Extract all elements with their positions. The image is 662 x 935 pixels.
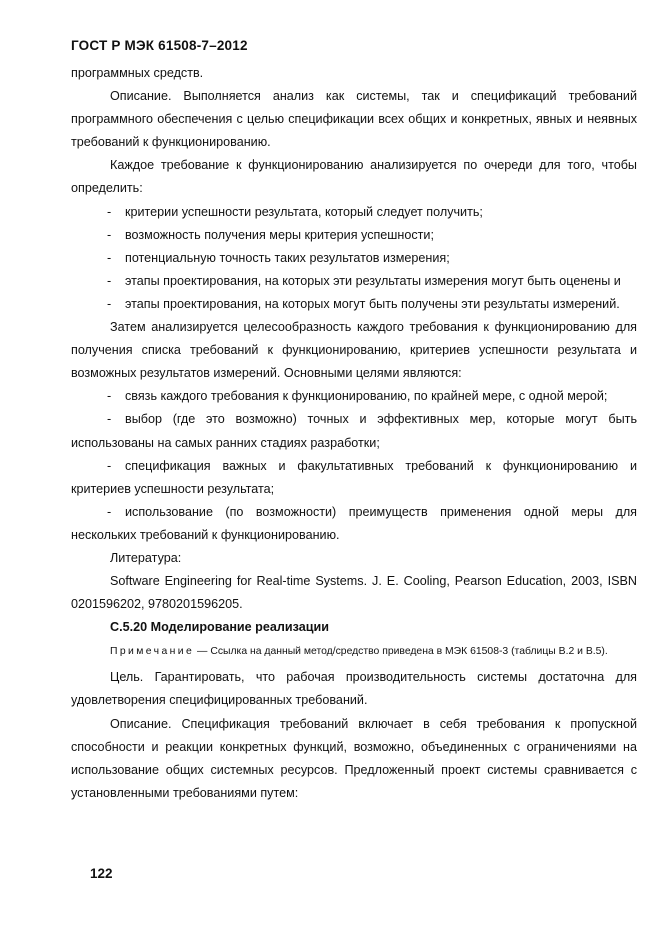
list-item: - потенциальную точность таких результатов измерения; — [71, 247, 637, 270]
description-paragraph: Описание. Выполняется анализ как системы, так и спецификаций требований программного обеспечения с целью спецификации всех общих и конкретных, явных и неявных требований к функционированию. — [71, 89, 637, 150]
analysis-paragraph: Каждое требование к функционированию анализируется по очереди для того, чтобы определить: — [71, 158, 637, 196]
dash-icon: - — [107, 227, 112, 242]
dash-icon: - — [107, 412, 112, 427]
list-item: - возможность получения меры критерия успешности; — [71, 224, 637, 247]
literature-reference: Software Engineering for Real-time Systems. J. E. Cooling, Pearson Education, 2003, ISBN 0201596202, 9780201596205. — [71, 574, 637, 612]
list-item: - этапы проектирования, на которых могут быть получены эти результаты измерений. — [71, 293, 637, 316]
list-item: - спецификация важных и факультативных требований к функционированию и критериев успешности результата; — [71, 455, 637, 501]
list-item: - выбор (где это возможно) точных и эффективных мер, которые могут быть использованы на самых ранних стадиях разработки; — [71, 408, 637, 454]
continuation-text: программных средств. — [71, 66, 204, 80]
document-body — [71, 62, 637, 805]
dash-icon: - — [107, 458, 112, 473]
objectives-paragraph: Затем анализируется целесообразность каждого требования к функционированию для получения списка требований к функционированию, критериев успешности результата и возможных результатов измерений. Основными целями являются: — [71, 320, 637, 381]
list-item: - этапы проектирования, на которых эти результаты измерения могут быть оценены и — [71, 270, 637, 293]
list-item: - связь каждого требования к функционированию, по крайней мере, с одной мерой; — [71, 385, 637, 408]
dash-icon: - — [107, 389, 112, 404]
page-number: 122 — [90, 866, 113, 881]
literature-label: Литература: — [110, 550, 182, 565]
document-header: ГОСТ Р МЭК 61508-7–2012 — [71, 38, 248, 53]
list-item: - критерии успешности результата, который следует получить; — [71, 201, 637, 224]
dash-icon: - — [107, 296, 112, 311]
note — [71, 643, 637, 660]
note-text: — Ссылка на данный метод/средство приведена в МЭК 61508-3 (таблицы В.2 и В.5). — [194, 646, 608, 658]
aim-paragraph: Цель. Гарантировать, что рабочая производительность системы достаточна для удовлетворения специфицированных требований. — [71, 670, 637, 708]
dash-icon: - — [107, 204, 112, 219]
description-paragraph-2: Описание. Спецификация требований включает в себя требования к пропускной способности и реакции конкретных функций, возможно, объединенных с ограничениями на использование общих системных ресурсов. Предложенный проект системы сравнивается с установленными требованиями путем: — [71, 716, 637, 800]
dash-icon: - — [107, 273, 112, 288]
note-label: Примечание — [110, 646, 195, 658]
section-heading: C.5.20 Моделирование реализации — [110, 620, 329, 635]
dash-icon: - — [107, 250, 112, 265]
dash-icon: - — [107, 504, 112, 519]
list-item: - использование (по возможности) преимуществ применения одной меры для нескольких требований к функционированию. — [71, 501, 637, 547]
